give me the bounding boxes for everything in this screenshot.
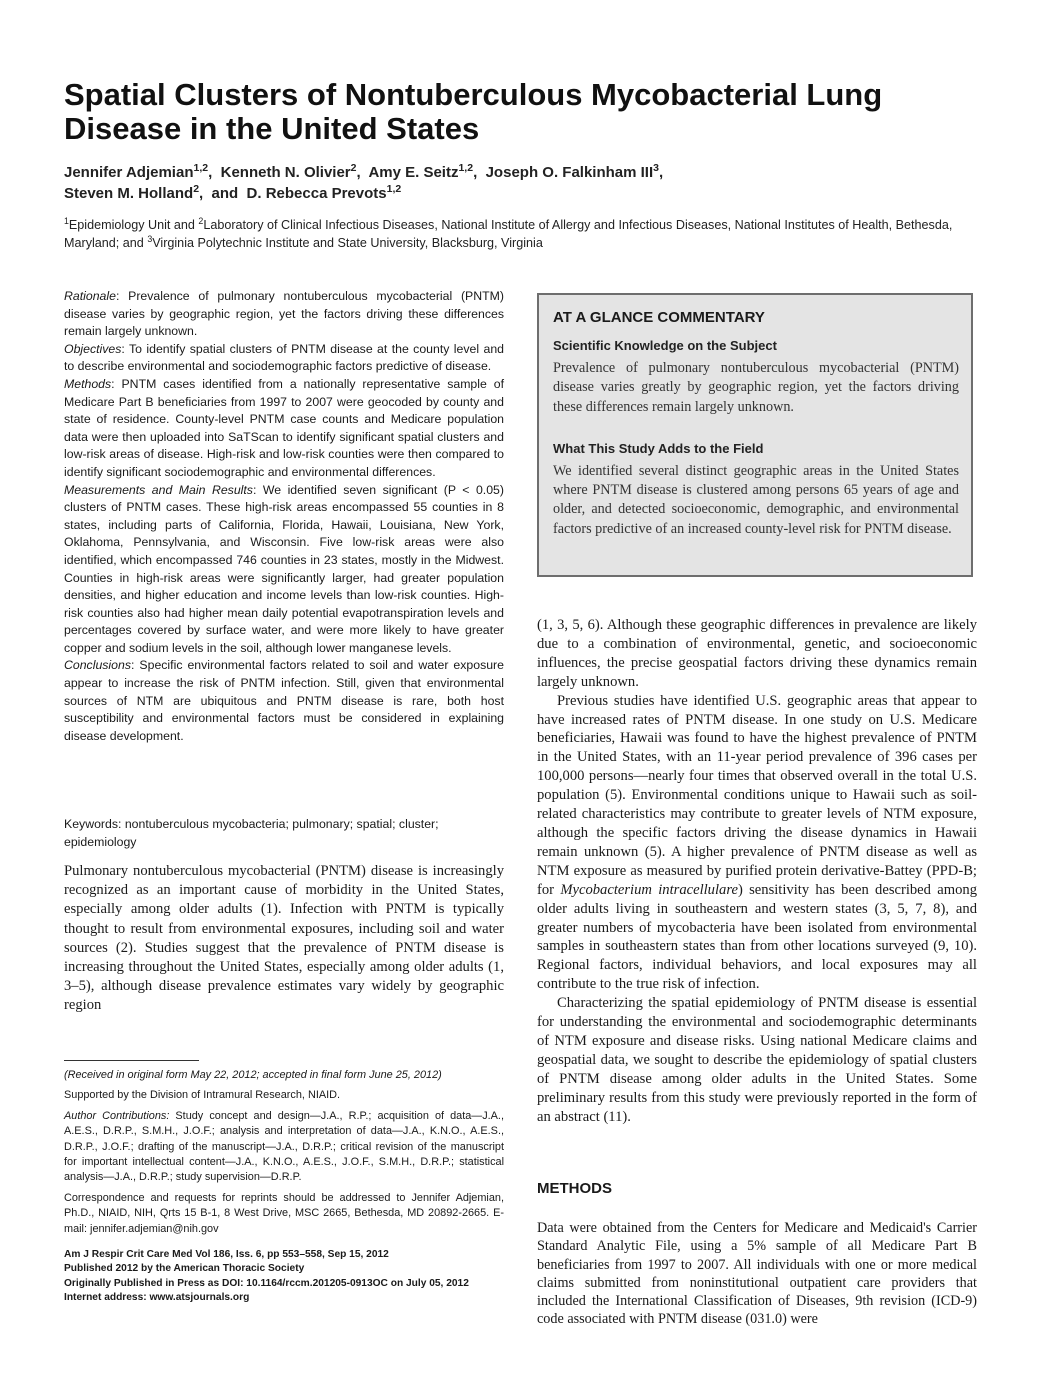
intro-column-right bbox=[537, 616, 977, 1126]
keywords: Keywords: nontuberculous mycobacteria; pulmonary; spatial; cluster; epidemiology bbox=[64, 817, 439, 849]
abstract-label: Conclusions bbox=[64, 658, 131, 673]
glance-text: We identified several distinct geographic areas in the United States where PNTM disease is clustered among persons 65 years of age and older, and detected socioeconomic, demographic, and environmental factors predictive of an increased county-level risk for PNTM disease. bbox=[553, 462, 959, 537]
affiliations: $^1$Epidemiology Unit and $^2$Laboratory of Clinical Infectious Diseases, National Institute of Allergy and Infectious Diseases, National Institutes of Health, Bethesda, Maryland; and $^3$Virginia Polytechnic Institute and State University, Blacksburg, Virginia bbox=[64, 215, 953, 250]
journal-citation: Am J Respir Crit Care Med Vol 186, Iss. 6, pp 553–558, Sep 15, 2012 Published 2012 by the American Thoracic Society Originally Published in Press as DOI: 10.1164/rccm.201205-0913OC on July 05, 2012 Internet address: www.atsjournals.org bbox=[64, 1249, 469, 1304]
author-name: Amy E. Seitz bbox=[368, 164, 459, 181]
glance-heading: AT A GLANCE COMMENTARY bbox=[553, 309, 765, 326]
body-paragraph: Pulmonary nontuberculous mycobacterial (PNTM) disease is increasingly recognized as an important cause of morbidity in the United States, especially among older adults (1). Infection with PNTM is typically thought to result from environmental exposures, including soil and water sources (2). Studies suggest that the prevalence of PNTM disease is increasing throughout the United States, especially among older adults (1, 3–5), although disease prevalence estimates vary widely by geographic region bbox=[64, 863, 504, 1014]
author-name: D. Rebecca Prevots bbox=[246, 185, 387, 202]
abstract: Rationale: Prevalence of pulmonary nontuberculous mycobacterial (PNTM) disease varies by geographic region, yet the factors driving these differences remain largely unknown. Objectives: To identify spatial clusters of PNTM disease at the county level and to describe environmental and sociodemographic factors predictive of disease. Methods: PNTM cases identified from a nationally representative sample of Medicare Part B beneficiaries from 1997 to 2007 were geocoded by county and state of residence. County-level PNTM case counts and Medicare population data were then uploaded into SaTScan to identify significant spatial clusters and low-risk areas of disease. High-risk and low-risk counties were then compared to identify significant sociodemographic and environmental differences. Measurements and Main Results: We identified seven significant (P < 0.05) clusters of PNTM cases. These high-risk areas encompassed 55 counties in 8 states, including parts of California, Florida, Hawaii, Louisiana, New York, Oklahoma, Pennsylvania, and Wisconsin. Five low-risk areas were also identified, which encompassed 746 counties in 23 states, mostly in the Midwest. Counties in high-risk areas were significantly larger, had greater population densities, and higher education and income levels than low-risk counties. High-risk counties also had higher mean daily potential evapotranspiration levels and percentages covered by surface water, and were more likely to have greater copper and sodium levels in the soil, although lower manganese levels. Conclusions: Specific environmental factors related to soil and water exposure appear to increase the risk of PNTM infection. Still, given that environmental sources of NTM are ubiquitous and PNTM disease is rare, both host susceptibility and environmental factors must be considered in explaining disease development. bbox=[64, 289, 504, 743]
at-a-glance-box bbox=[537, 293, 973, 577]
author-name: Jennifer Adjemian bbox=[64, 164, 194, 181]
section-heading-methods: METHODS bbox=[537, 1180, 612, 1197]
body-paragraph: Characterizing the spatial epidemiology of PNTM disease is essential for understanding the environmental and sociodemographic determinants of NTM exposure and disease risks. Using national Medicare claims and geospatial data, we sought to describe the epidemiology of spatial clusters of PNTM disease among older adults in the United States. Some preliminary results from this study were previously reported in the form of an abstract (11). bbox=[537, 995, 977, 1125]
abstract-label: Rationale bbox=[64, 289, 116, 303]
abstract-label: Methods bbox=[64, 376, 112, 391]
intro-column-left bbox=[64, 862, 504, 1016]
methods-text: Data were obtained from the Centers for Medicare and Medicaid's Carrier Standard Analytic File, using a 5% sample of all Medicare Part B beneficiaries from 1997 to 2007. All individuals with one or more medical claims submitted from noninstitutional outpatient care providers that included the International Classification of Diseases, 9th revision (ICD-9) code associated with PNTM disease (031.0) were bbox=[537, 1220, 977, 1328]
author-list: Jennifer Adjemian$^{1,2}$, Kenneth N. Olivier$^2$, Amy E. Seitz$^{1,2}$, Joseph O. Falkinham III$^3$, Steven M. Holland$^2$, and D. Rebecca Prevots$^{1,2}$ bbox=[64, 162, 664, 202]
body-paragraph: Previous studies have identified U.S. geographic areas that appear to have increased rates of PNTM disease. In one study on U.S. Medicare beneficiaries, Hawaii was found to have the highest prevalence of PNTM in the United States, with an 11-year period prevalence of 396 cases per 100,000 persons—nearly four times that observed overall in the total U.S. population (5). Environmental conditions unique to Hawaii such as soil-related characteristics may contribute to greater levels of NTM exposure, although the specific factors driving the disease dynamics in Hawaii remain unknown (5). A higher prevalence of PNTM disease as well as NTM exposure as measured by purified protein derivative-Battey (PPD-B; for Mycobacterium intracellulare) sensitivity has been described among older adults living in southeastern and western states (3, 5, 7, 8), and greater numbers of mycobacteria have been isolated from environmental samples in southeastern states than from other locations surveyed (9, 10). Regional factors, individual behaviors, and local exposures may all contribute to the true risk of infection. bbox=[537, 692, 977, 993]
author-name: Joseph O. Falkinham III bbox=[485, 164, 654, 181]
footnote-divider bbox=[64, 1060, 199, 1061]
footnotes: (Received in original form May 22, 2012; accepted in final form June 25, 2012) Supported by the Division of Intramural Research, NIAID. Author Contributions: Study concept and design—J.A., R.P.; acquisition of data—J.A., A.E.S., D.R.P., S.M.H., J.O.F.; analysis and interpretation of data—J.A., K.N.O., A.E.S., D.R.P., J.O.F.; drafting of the manuscript—J.A., D.R.P.; critical revision of the manuscript for important intellectual content—J.A., K.N.O., A.E.S., J.O.F., S.M.H., D.R.P.; statistical analysis—J.A., D.R.P.; study supervision—D.R.P. Correspondence and requests for reprints should be addressed to Jennifer Adjemian, Ph.D., NIAID, NIH, Qrts 15 B-1, 8 West Drive, MSC 2665, Bethesda, MD 20892-2665. E-mail: jennifer.adjemian@nih.gov bbox=[64, 1069, 504, 1235]
abstract-label: Measurements and Main Results bbox=[64, 482, 253, 497]
glance-text: Prevalence of pulmonary nontuberculous mycobacterial (PNTM) disease varies greatly by geographic region, yet the factors driving these differences remain largely unknown. bbox=[553, 360, 959, 415]
page-title: Spatial Clusters of Nontuberculous Mycobacterial Lung Disease in the United States bbox=[64, 77, 883, 146]
abstract-label: Objectives bbox=[64, 341, 122, 356]
author-name: Steven M. Holland bbox=[64, 185, 194, 202]
body-paragraph: (1, 3, 5, 6). Although these geographic differences in prevalence are likely due to a combination of environmental, genetic, and socioeconomic influences, the precise geospatial factors driving these dynamics remain largely unknown. bbox=[537, 617, 977, 690]
glance-subheading: What This Study Adds to the Field bbox=[553, 440, 764, 456]
glance-subheading: Scientific Knowledge on the Subject bbox=[553, 338, 777, 353]
author-name: Kenneth N. Olivier bbox=[220, 164, 351, 181]
